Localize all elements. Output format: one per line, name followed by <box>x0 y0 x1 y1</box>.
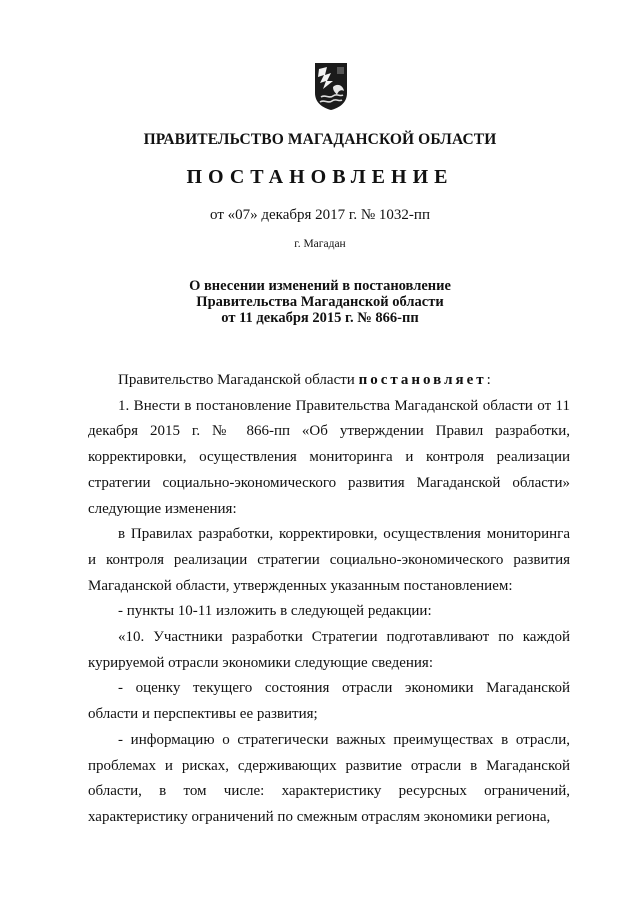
document-title <box>0 278 640 326</box>
body-paragraph: 1. Внести в постановление Правительства Магаданской области от 11 декабря 2015 г. № 866-пп «Об утверждении Правил разработки, корректировки, осуществления мониторинга и контроля реализации стратегии социально-экономического развития Магаданской области» следующие изменения: <box>88 397 570 517</box>
document-type: ПОСТАНОВЛЕНИЕ <box>186 166 454 188</box>
coat-of-arms-icon <box>313 61 349 111</box>
document-city: г. Магадан <box>294 238 346 250</box>
decree-word: постановляет <box>358 372 487 388</box>
body-paragraph: - пункты 10-11 изложить в следующей редакции: <box>118 603 432 620</box>
body-paragraph: - оценку текущего состояния отрасли экономики Магаданской области и перспективы ее развития; <box>88 680 570 723</box>
title-line: от 11 декабря 2015 г. № 866-пп <box>221 310 419 326</box>
document-body <box>88 368 570 831</box>
intro-paragraph <box>88 368 570 394</box>
organization-name: ПРАВИТЕЛЬСТВО МАГАДАНСКОЙ ОБЛАСТИ <box>143 131 497 148</box>
title-line: О внесении изменений в постановление <box>189 278 451 294</box>
intro-prefix: Правительство Магаданской области <box>118 372 359 388</box>
document-date-number: от «07» декабря 2017 г. № 1032-пп <box>210 207 430 223</box>
body-paragraph: - информацию о стратегически важных преимуществах в отрасли, проблемах и рисках, сдерживающих развитие отрасли в Магаданской области, в том числе: характеристику ресурсных ограничений, характеристику ограничений по смежным отраслям экономики региона, <box>88 731 570 825</box>
body-paragraph: «10. Участники разработки Стратегии подготавливают по каждой курируемой отрасли экономики следующие сведения: <box>88 629 570 671</box>
intro-suffix: : <box>486 372 491 388</box>
title-line: Правительства Магаданской области <box>196 294 444 310</box>
body-paragraph: в Правилах разработки, корректировки, осуществления мониторинга и контроля реализации стратегии социально-экономического развития Магаданской области, утвержденных указанным постановлением: <box>88 526 570 594</box>
